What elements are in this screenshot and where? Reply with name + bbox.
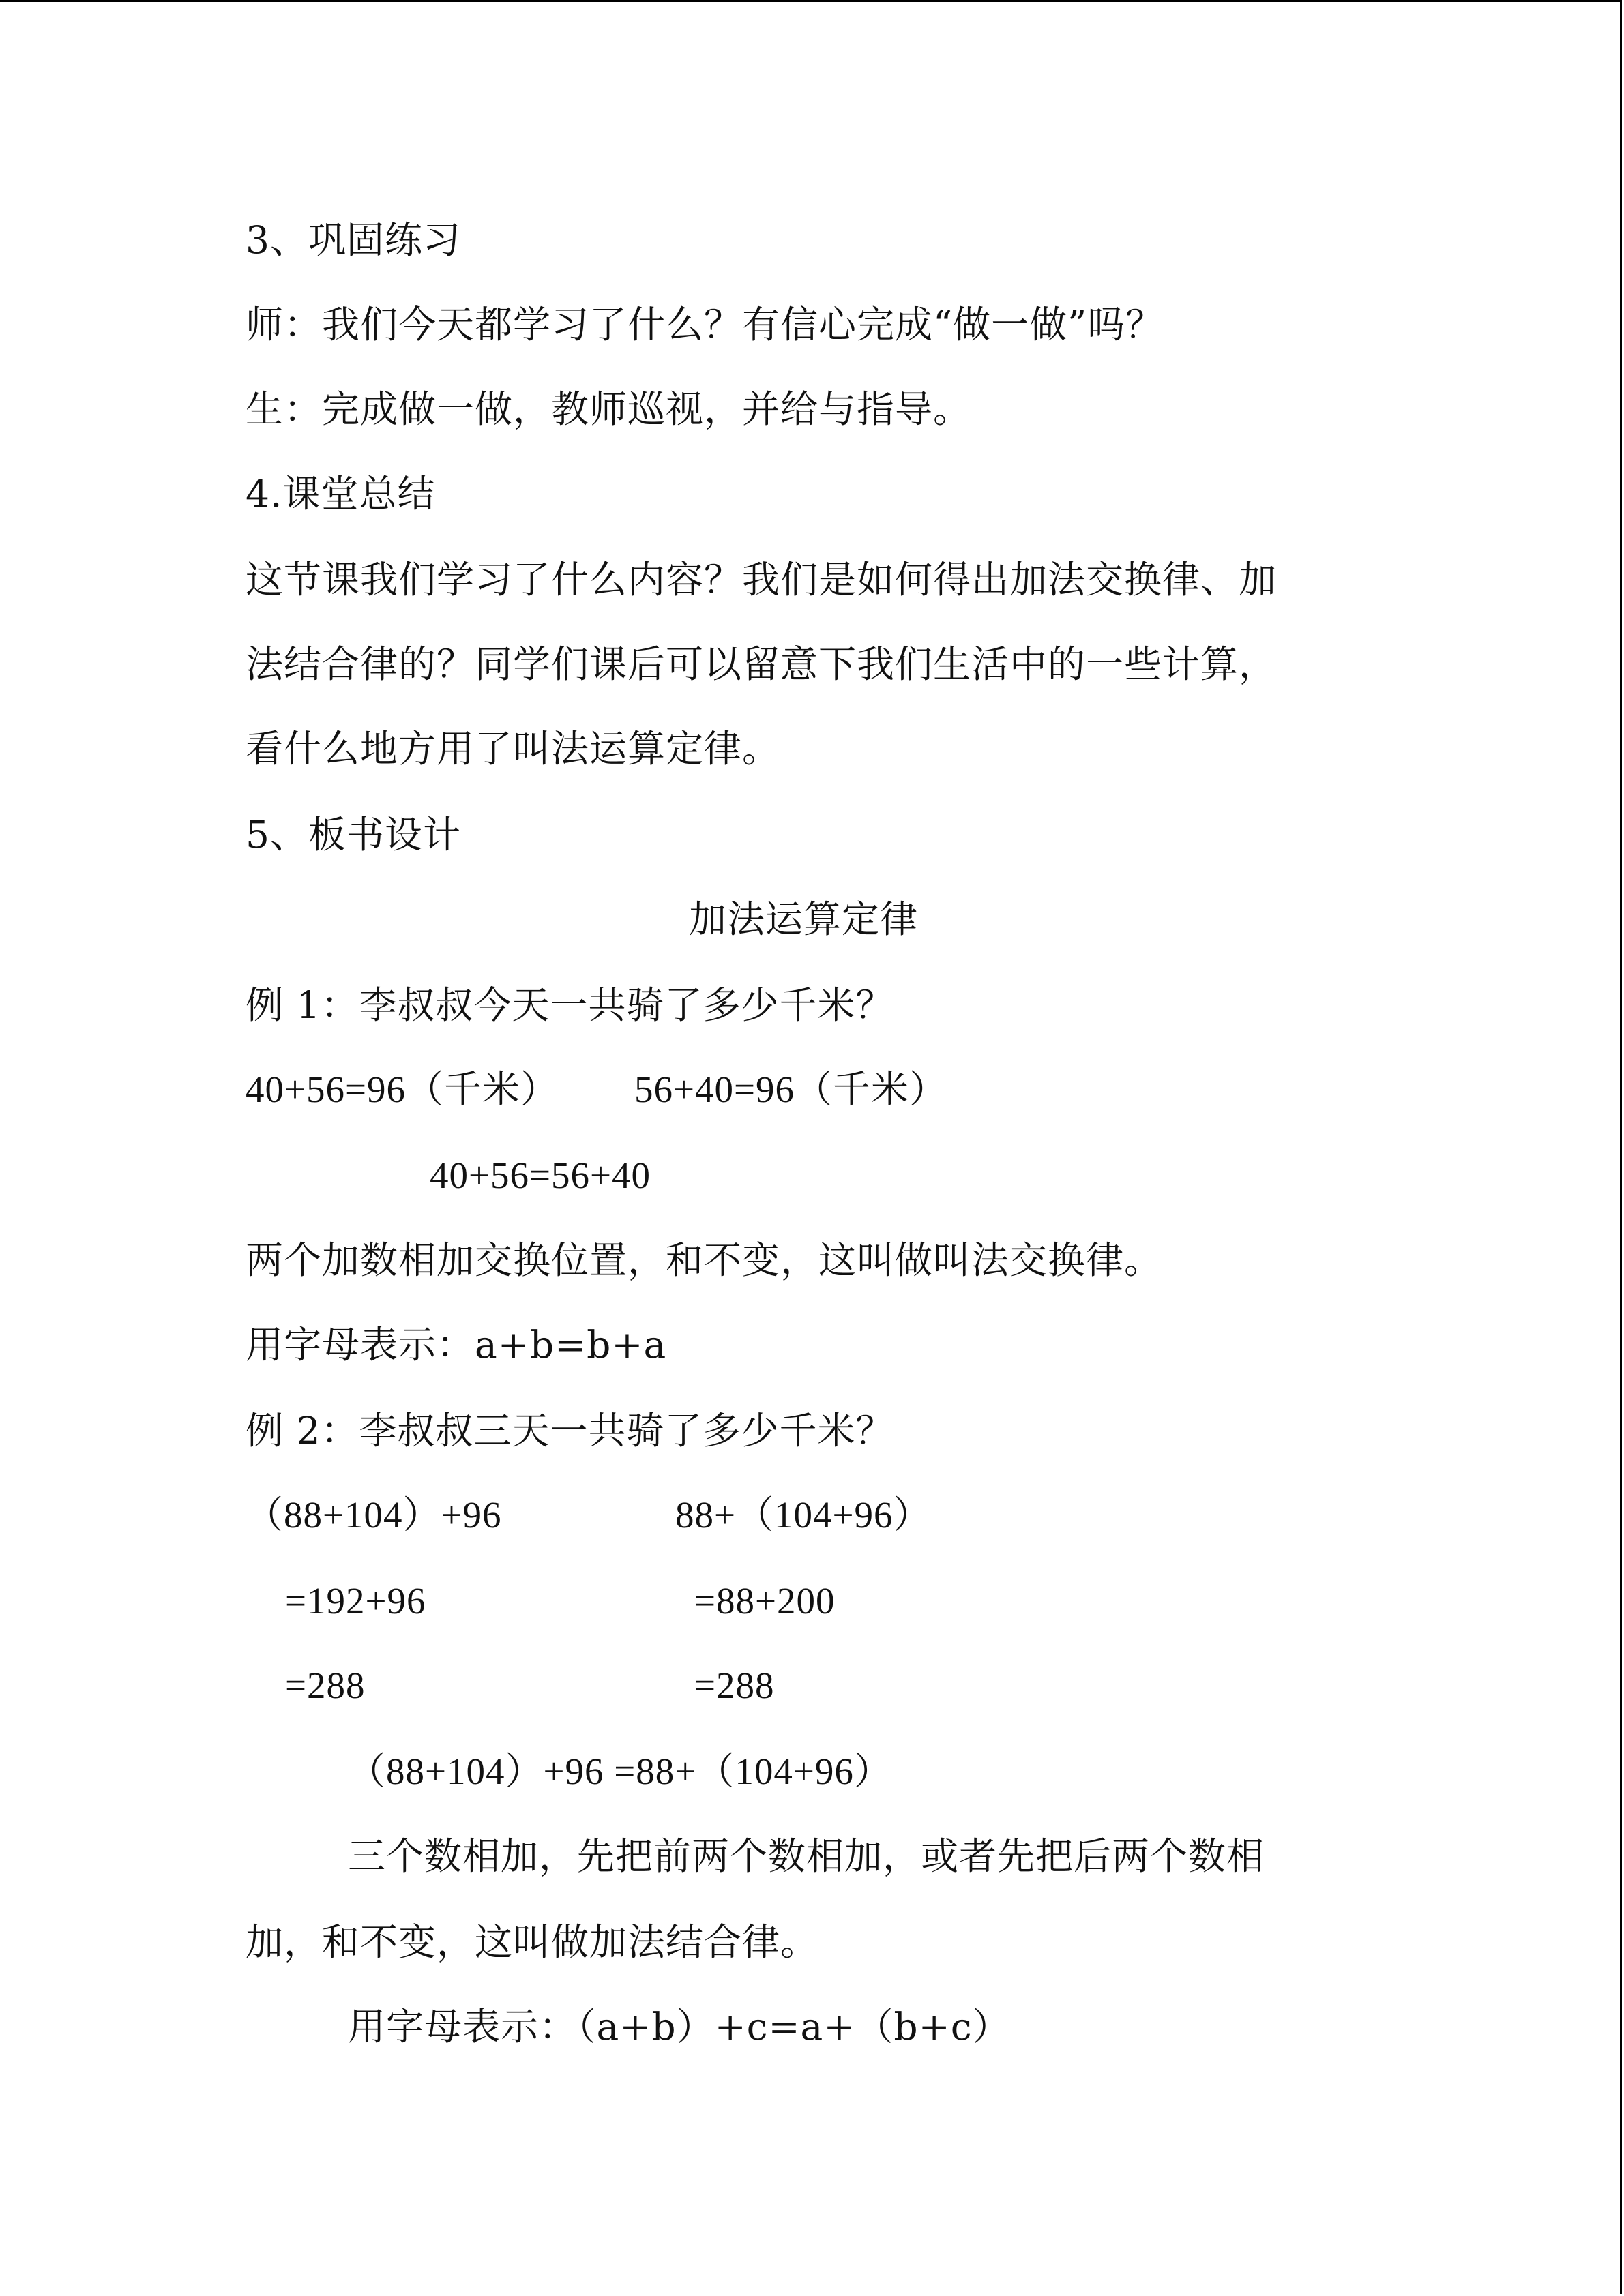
- example1-question: 例 1：李叔叔今天一共骑了多少千米？: [246, 983, 894, 1027]
- example2-equation: （88+104）+96 =88+（104+96）: [348, 1750, 892, 1792]
- associative-rule-line-1: 三个数相加，先把前两个数相加，或者先把后两个数相: [348, 1834, 1265, 1878]
- example1-equation: 40+56=56+40: [430, 1154, 651, 1196]
- section4-heading: 4.课堂总结: [246, 472, 436, 516]
- student-response: 生：完成做一做，教师巡视，并给与指导。: [246, 387, 972, 431]
- associative-rule-line-2: 加，和不变，这叫做加法结合律。: [246, 1920, 819, 1964]
- example2-left-step-1: （88+104）+96: [246, 1494, 502, 1536]
- example2-right-step-1: 88+（104+96）: [675, 1494, 932, 1536]
- summary-line-3: 看什么地方用了叫法运算定律。: [246, 727, 781, 771]
- example2-left-step-2: =192+96: [285, 1580, 426, 1622]
- associative-formula: 用字母表示：（a+b）+c=a+（b+c）: [348, 2005, 1011, 2048]
- example2-left-step-3: =288: [285, 1665, 366, 1706]
- section3-heading: 3、巩固练习: [246, 218, 461, 262]
- example1-calc-left: 40+56=96（千米）: [246, 1069, 559, 1110]
- example1-calc-right: 56+40=96（千米）: [634, 1069, 948, 1110]
- commutative-rule: 两个加数相加交换位置，和不变，这叫做叫法交换律。: [246, 1238, 1163, 1282]
- summary-line-2: 法结合律的？同学们课后可以留意下我们生活中的一些计算，: [246, 642, 1278, 686]
- board-title: 加法运算定律: [689, 897, 919, 941]
- summary-line-1: 这节课我们学习了什么内容？我们是如何得出加法交换律、加: [246, 558, 1278, 601]
- section5-heading: 5、板书设计: [246, 813, 461, 856]
- commutative-formula: 用字母表示：a+b=b+a: [246, 1323, 667, 1367]
- example2-right-step-2: =88+200: [694, 1580, 836, 1622]
- example2-question: 例 2：李叔叔三天一共骑了多少千米？: [246, 1409, 894, 1452]
- teacher-question: 师：我们今天都学习了什么？有信心完成“做一做”吗？: [246, 303, 1164, 346]
- example2-right-step-3: =288: [694, 1665, 775, 1706]
